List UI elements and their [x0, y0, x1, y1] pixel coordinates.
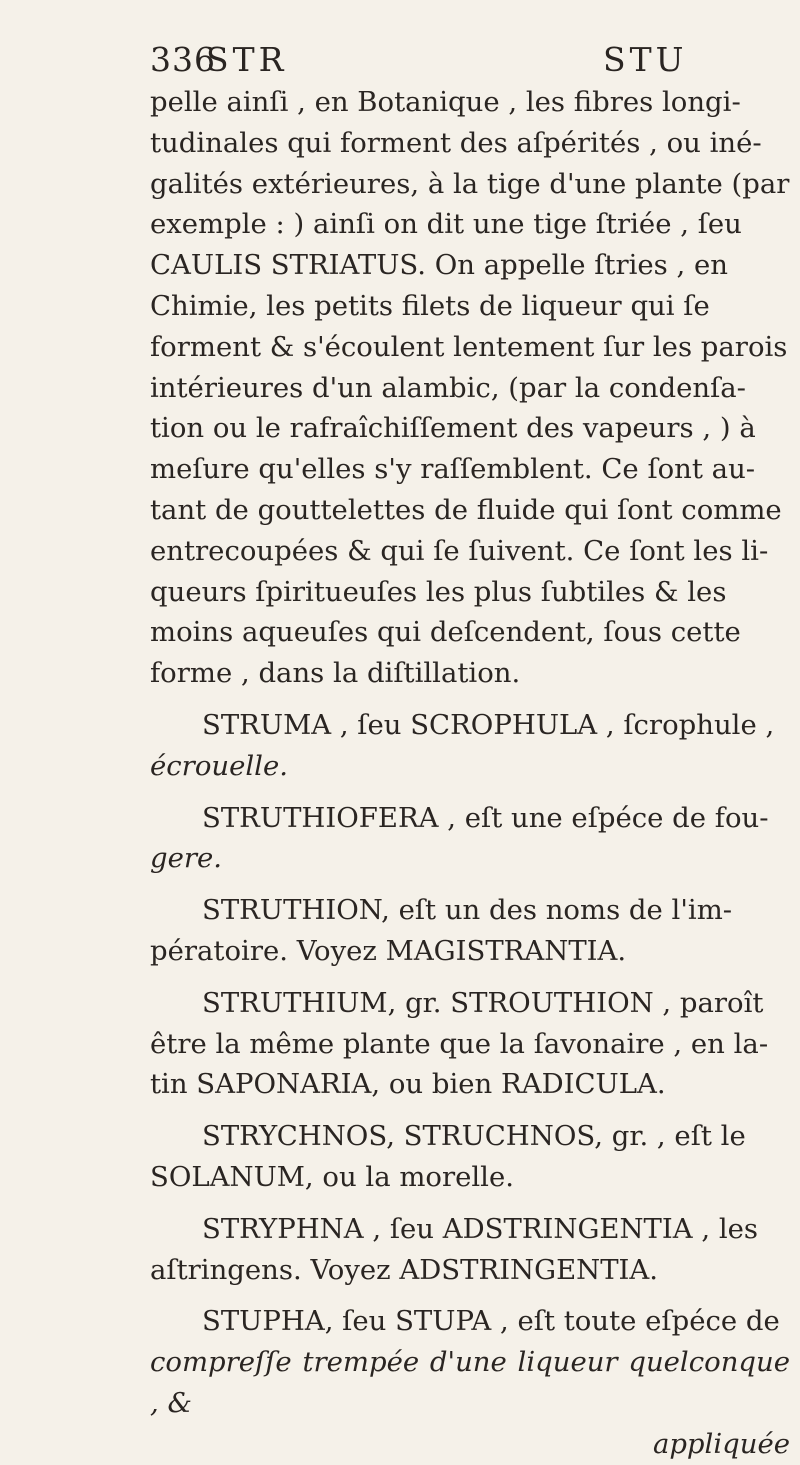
entry-struma: [150, 705, 790, 787]
text-line: pératoire. Voyez MAGISTRANTIA.: [150, 934, 627, 967]
entry-stupha: [150, 1301, 790, 1464]
text-line: tudinales qui forment des aſpérités , ou iné-: [150, 126, 762, 159]
text-line: STRUTHION, eſt un des noms de l'im-: [202, 894, 733, 927]
running-head-left: STR: [206, 40, 288, 79]
text-line: gere.: [150, 842, 223, 875]
intro-paragraph: [150, 82, 790, 694]
text-line: forment & s'écoulent lentement ſur les parois: [150, 330, 788, 363]
text-line: STRUMA , ſeu SCROPHULA , ſcrophule ,: [202, 708, 775, 741]
text-line: SOLANUM, ou la morelle.: [150, 1160, 514, 1193]
text-line: queurs ſpiritueuſes les plus ſubtiles & les: [150, 575, 727, 608]
text-line: CAULIS STRIATUS. On appelle ſtries , en: [150, 249, 728, 282]
text-line: meſure qu'elles s'y raſſemblent. Ce ſont au-: [150, 453, 756, 486]
text-line: entrecoupées & qui ſe ſuivent. Ce ſont les li-: [150, 534, 769, 567]
text-line: STRYPHNA , ſeu ADSTRINGENTIA , les: [202, 1212, 759, 1245]
text-line: compreſſe trempée d'une liqueur quelconque , &: [150, 1346, 790, 1419]
entry-strychnos: [150, 1116, 790, 1198]
text-line: pelle ainſi , en Botanique , les fibres longi-: [150, 86, 741, 118]
text-line: être la même plante que la ſavonaire , en la-: [150, 1027, 769, 1060]
text-line: tant de gouttelettes de fluide qui ſont comme: [150, 493, 782, 526]
text-line: exemple : ) ainſi on dit une tige ſtriée , ſeu: [150, 208, 742, 241]
text-line: STUPHA, ſeu STUPA , eſt toute eſpéce de: [202, 1305, 780, 1338]
text-line: écrouelle.: [150, 749, 288, 782]
text-line: galités extérieures, à la tige d'une plante (par: [150, 167, 790, 200]
text-line: STRUTHIOFERA , eſt une eſpéce de fou-: [202, 801, 769, 834]
text-line: STRYCHNOS, STRUCHNOS, gr. , eſt le: [202, 1120, 746, 1153]
page-body: [150, 82, 790, 1465]
text-line: STRUTHIUM, gr. STROUTHION , paroît: [202, 986, 764, 1019]
text-line: tin SAPONARIA, ou bien RADICULA.: [150, 1068, 666, 1101]
entry-stryphna: [150, 1209, 790, 1291]
text-line: forme , dans la diſtillation.: [150, 657, 521, 690]
catchword: appliquée: [652, 1427, 790, 1460]
entry-struthiofera: [150, 798, 790, 880]
running-head-right: STU: [603, 40, 688, 79]
entry-struthion: [150, 890, 790, 972]
text-line: intérieures d'un alambic, (par la condenſa-: [150, 371, 746, 404]
page-number: 336: [150, 40, 216, 79]
text-line: tion ou le rafraîchiſſement des vapeurs , ) à: [150, 412, 756, 445]
text-line: moins aqueuſes qui deſcendent, ſous cette: [150, 616, 741, 649]
text-line: aſtringens. Voyez ADSTRINGENTIA.: [150, 1253, 659, 1286]
text-line: Chimie, les petits filets de liqueur qui ſe: [150, 289, 710, 322]
entry-struthium: [150, 983, 790, 1105]
